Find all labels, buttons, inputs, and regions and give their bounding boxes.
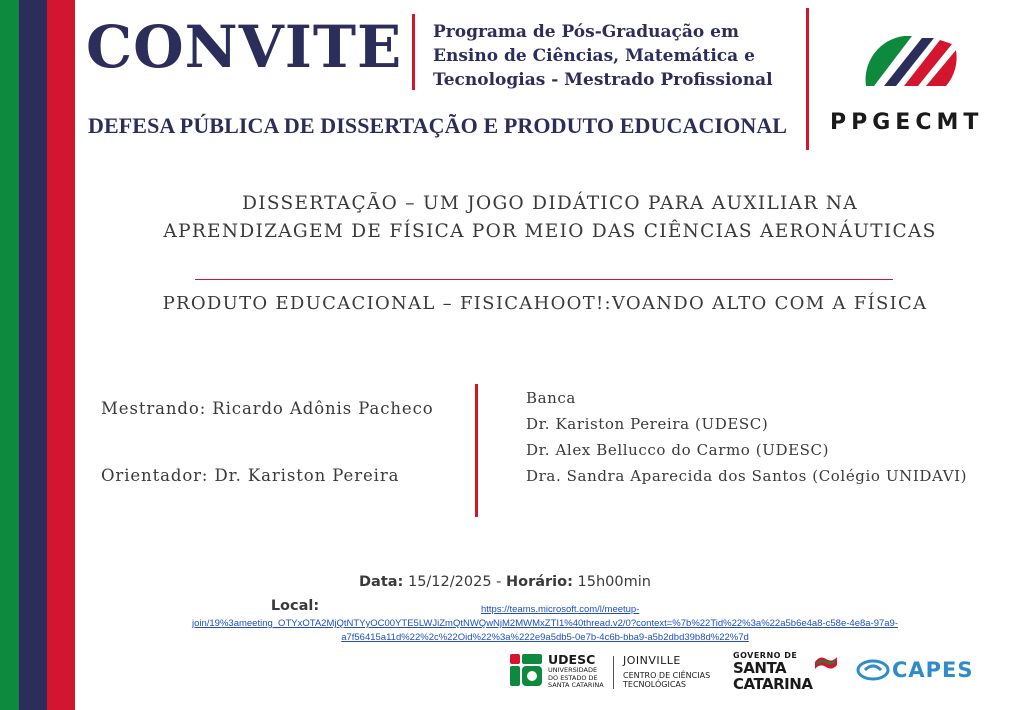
local-label-text: Local: [270,598,320,614]
invitation-title: CONVITE [86,13,403,81]
orientador-name: Orientador: Dr. Kariston Pereira [101,466,400,485]
time-value: 15h00min [577,574,651,590]
campus-sub-line: CENTRO DE CIÊNCIAS [623,671,711,680]
date-time-line [0,574,1010,590]
mestrando-name: Mestrando: Ricardo Adônis Pacheco [101,399,434,418]
meeting-link[interactable]: a7f56415a11d%22%2c%22Oid%22%3a%222e9a5db5-0e7b-4c6b-bba9-a5b2dbd39b8d%22%7d [341,632,749,643]
campus-city: JOINVILLE [623,654,681,667]
time-label: Horário: [506,574,573,590]
logo-divider [806,8,809,150]
product-title: PRODUTO EDUCACIONAL – FISICAHOOT!:VOANDO ALTO COM A FÍSICA [162,293,928,314]
event-subtitle: DEFESA PÚBLICA DE DISSERTAÇÃO E PRODUTO EDUCACIONAL [88,113,788,138]
program-line: Ensino de Ciências, Matemática e [433,46,755,66]
program-line: Tecnologias - Mestrado Profissional [433,70,773,90]
dissertation-line: DISSERTAÇÃO – UM JOGO DIDÁTICO PARA AUXILIAR NA [242,193,858,214]
dissertation-title [120,190,980,246]
gov-big-line: SANTA [733,659,787,677]
udesc-sub-line: UNIVERSIDADE [548,666,598,674]
section-divider [195,279,893,280]
capes-emblem-icon [856,658,890,682]
date-label: Data: [359,574,404,590]
banca-list [526,385,967,489]
meeting-link[interactable]: https://teams.microsoft.com/l/meetup- [481,604,640,615]
banca-member: Dr. Alex Bellucco do Carmo (UDESC) [526,441,830,459]
banca-member: Dr. Kariston Pereira (UDESC) [526,415,769,433]
government-logo [733,651,843,692]
gov-small-text: GOVERNO DE [733,651,798,660]
udesc-name: UDESC [548,652,596,667]
campus-sub-line: TECNOLÓGICAS [623,680,686,689]
people-divider [475,384,478,517]
campus-subtitle [623,671,723,689]
banca-heading: Banca [526,389,576,407]
udesc-sub-line: DO ESTADO DE [548,673,598,682]
campus-logo [623,654,723,689]
ppgecmt-wordmark: PPGECMT [830,110,984,135]
date-value: 15/12/2025 - [407,574,502,590]
udesc-logo [508,652,610,690]
udesc-sub-line: SANTA CATARINA [548,681,604,689]
flag-icon [813,653,839,671]
gov-big-line: CATARINA [733,675,813,693]
footer-divider [613,656,614,689]
ppgecmt-logo-icon [860,30,960,92]
udesc-emblem-icon [508,652,544,688]
udesc-subtitle [548,667,604,690]
title-divider [412,14,415,90]
meeting-link[interactable]: join/19%3ameeting_OTYxOTA2MjQtNTYyOC00YTE5LWJiZmQtNWQwNjM2MWMxZTI1%40thread.v2/0?context=%7b%22Tid%22%3a%22a5b6e4a8-c58e-4e8a-97a9- [191,618,899,629]
banca-member: Dra. Sandra Aparecida dos Santos (Colégio UNIDAVI) [526,467,968,485]
program-line: Programa de Pós-Graduação em [433,22,739,42]
capes-logo [856,656,986,686]
capes-wordmark: CAPES [892,658,974,682]
program-name [433,20,773,92]
dissertation-line: APRENDIZAGEM DE FÍSICA POR MEIO DAS CIÊNCIAS AERONÁUTICAS [163,221,937,242]
